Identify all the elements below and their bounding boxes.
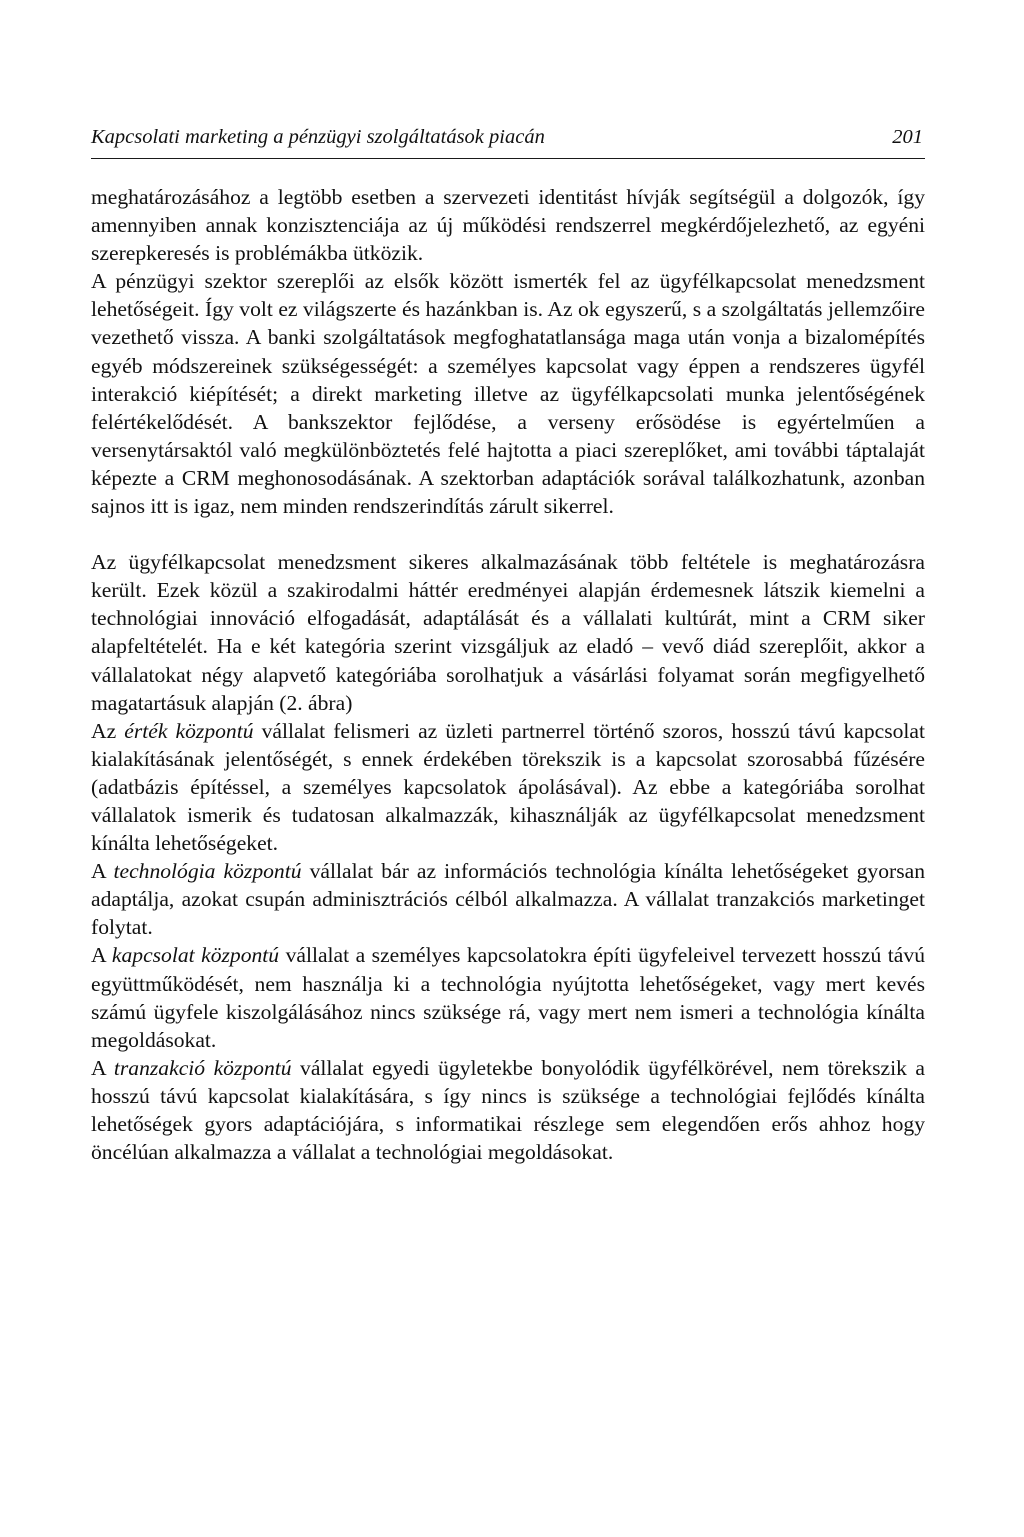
- paragraph-rest: vállalat egyedi ügyletekbe bonyolódik ügyfélkörével, nem törekszik a hosszú távú kapcsolat kialakítására, s így nincs is szüksége a technológiai fejlődés kínálta lehetőségek gyors adaptációjára, s informatikai részlege sem elegendően erős ahhoz hogy öncélúan alkalmazza a vállalat a technológiai megoldásokat.: [91, 1055, 925, 1165]
- running-title: Kapcsolati marketing a pénzügyi szolgáltatások piacán: [91, 126, 545, 148]
- paragraph-transaction-centered: [91, 1054, 925, 1166]
- term-transaction-centered: tranzakció központú: [113, 1055, 292, 1080]
- body-text: [91, 183, 925, 1166]
- paragraph-relationship-centered: [91, 941, 925, 1053]
- paragraph-lead: A: [91, 1055, 114, 1080]
- paragraph-rest: vállalat bár az információs technológia kínálta lehetőségeket gyorsan adaptálja, azokat csupán adminisztrációs célból alkalmazza. A vállalat tranzakciós marketinget folytat.: [91, 859, 925, 940]
- paragraph-technology-centered: [91, 857, 925, 941]
- paragraph-lead: A: [91, 943, 112, 968]
- paragraph-value-centered: [91, 717, 925, 857]
- paragraph-crm-conditions: Az ügyfélkapcsolat menedzsment sikeres alkalmazásának több feltétele is meghatározásra került. Ezek közül a szakirodalmi háttér eredményei alapján érdemesnek látszik kiemelni a technológiai innováció elfogadását, adaptálását és a vállalati kultúrát, mint a CRM siker alapfeltételét. Ha e két kategória szerint vizsgáljuk az eladó – vevő diád szereplőit, akkor a vállalatokat négy alapvető kategóriába sorolhatjuk a vásárlási folyamat során megfigyelhető magatartásuk alapján (2. ábra): [91, 550, 925, 715]
- paragraph-lead: A: [91, 859, 114, 884]
- paragraph-lead: Az: [91, 718, 125, 743]
- paragraph-financial-sector: A pénzügyi szektor szereplői az elsők között ismerték fel az ügyfélkapcsolat menedzsment lehetőségeit. Így volt ez világszerte és hazánkban is. Az ok egyszerű, s a szolgáltatás jellemzőire vezethető vissza. A banki szolgáltatások megfoghatatlansága maga után vonja a bizalomépítés egyéb módszereinek szükségességét: a személyes kapcsolat vagy éppen a rendszeres ügyfél interakció kiépítését; a direkt marketing illetve az ügyfélkapcsolati munka jelentőségének felértékelődését. A bankszektor fejlődése, a verseny erősödése is egyértelműen a versenytársaktól való megkülönböztetés felé hajtotta a piaci szereplőket, ami további táptalaját képezte a CRM meghonosodásának. A szektorban adaptációk sorával találkozhatunk, azonban sajnos itt is igaz, nem minden rendszerindítás zárult sikerrel.: [91, 269, 925, 519]
- book-page: [91, 122, 925, 1166]
- paragraph-rest: vállalat felismeri az üzleti partnerrel történő szoros, hosszú távú kapcsolat kialakításának jelentőségét, s ennek érdekében törekszik is a kapcsolat szorosabbá fűzésére (adatbázis építéssel, a személyes kapcsolatok ápolásával). Az ebbe a kategóriába sorolhat vállalatok ismerik és tudatosan alkalmazzák, kihasználják az ügyfélkapcsolat menedzsment kínálta lehetőségeket.: [91, 718, 926, 856]
- paragraph-rest: vállalat a személyes kapcsolatokra építi ügyfeleivel tervezett hosszú távú együttműködését, nem használja ki a technológia nyújtotta lehetőségeket, vagy mert kevés számú ügyfele kiszolgálásához nincs szüksége rá, vagy mert nem ismeri a technológia kínálta megoldásokat.: [91, 943, 925, 1052]
- term-technology-centered: technológia központú: [113, 859, 302, 884]
- page-number: 201: [892, 126, 923, 148]
- running-header: [91, 122, 925, 159]
- term-relationship-centered: kapcsolat központú: [111, 943, 280, 968]
- term-value-centered: érték központú: [124, 718, 254, 743]
- paragraph-continuation: meghatározásához a legtöbb esetben a szervezeti identitást hívják segítségül a dolgozók, így amennyiben annak konzisztenciája az új működési rendszerrel megkérdőjelezhető, az egyéni szerepkeresés is problémákba ütközik.: [91, 185, 925, 266]
